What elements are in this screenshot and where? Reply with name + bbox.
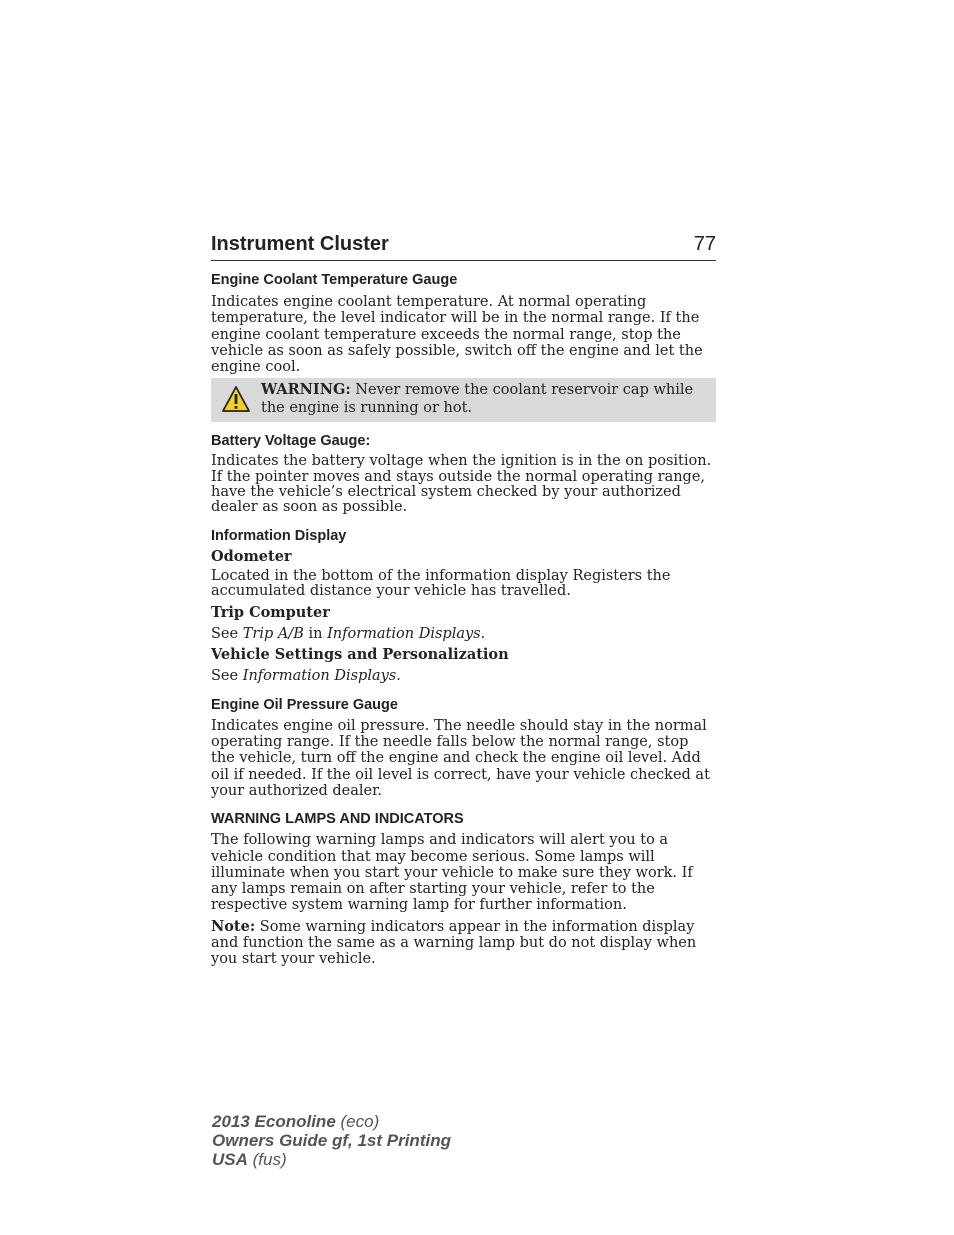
oil-heading: Engine Oil Pressure Gauge: [211, 696, 398, 713]
warning-text: [261, 381, 708, 417]
battery-heading: Battery Voltage Gauge:: [211, 433, 371, 450]
footer-market-code: (fus): [247, 1150, 287, 1169]
period: .: [396, 668, 401, 685]
info-displays-link: Information Displays: [242, 668, 397, 685]
see-text: See: [211, 668, 243, 685]
see-text: See: [211, 625, 243, 642]
period: .: [480, 625, 486, 642]
coolant-body: Indicates engine coolant temperature. At normal operating temperature, the level indicator will be in the normal range. If the engine coolant temperature exceeds the normal range, stop the vehicle as soon as safely possible, switch off the engine and let the engine cool.: [211, 294, 703, 376]
footer-line-2: Owners Guide gf, 1st Printing: [212, 1131, 451, 1150]
vehicle-settings-label: Vehicle Settings and Personalization: [211, 646, 509, 664]
footer-market: USA: [212, 1150, 248, 1169]
info-displays-link: Information Displays: [327, 625, 481, 642]
note-text: Some warning indicators appear in the information display and function the same as a warning lamp but do not display when you start your vehicle.: [211, 918, 697, 968]
warning-lamps-heading: WARNING LAMPS AND INDICATORS: [211, 811, 464, 828]
note-label: Note:: [211, 917, 256, 935]
warning-triangle-icon: [221, 385, 251, 413]
battery-body: Indicates the battery voltage when the ignition is in the on position. If the pointer moves and stays outside the normal operating range, have the vehicle’s electrical system checked by your authorized dealer as soon as possible.: [211, 453, 712, 516]
footer-line-1: [212, 1112, 451, 1131]
page-number: 77: [693, 233, 716, 255]
page-footer: [212, 1112, 451, 1169]
footer-model: 2013 Econoline: [212, 1112, 336, 1131]
info-display-heading: Information Display: [211, 527, 347, 544]
page-header: [211, 228, 716, 261]
in-text: in: [303, 625, 328, 642]
trip-ab-link: Trip A/B: [242, 625, 304, 642]
odometer-label: Odometer: [211, 547, 292, 565]
odometer-body: Located in the bottom of the information display Registers the accumulated distance your vehicle has travelled.: [211, 567, 671, 600]
page-content: [211, 228, 716, 968]
section-title: Instrument Cluster: [211, 233, 389, 255]
vehicle-settings-ref: [211, 668, 716, 684]
warning-message: Never remove the coolant reservoir cap while the engine is running or hot.: [261, 382, 694, 417]
trip-computer-label: Trip Computer: [211, 603, 330, 621]
warning-lamps-body: The following warning lamps and indicators will alert you to a vehicle condition that may become serious. Some lamps will illuminate when you start your vehicle to make sure they work. If any lamps remain on after starting your vehicle, refer to the respective system warning lamp for further information.: [211, 832, 693, 914]
warning-box: [211, 378, 716, 422]
note-paragraph: [211, 919, 716, 968]
oil-body: Indicates engine oil pressure. The needle should stay in the normal operating range. If the needle falls below the normal range, stop the vehicle, turn off the engine and check the engine oil level. Add oil if needed. If the oil level is correct, have your vehicle checked at your authorized dealer.: [211, 717, 710, 799]
footer-line-3: [212, 1150, 451, 1169]
coolant-heading: Engine Coolant Temperature Gauge: [211, 272, 458, 288]
warning-label: WARNING:: [261, 381, 351, 399]
trip-computer-ref: [211, 626, 716, 642]
footer-model-code: (eco): [335, 1112, 380, 1131]
